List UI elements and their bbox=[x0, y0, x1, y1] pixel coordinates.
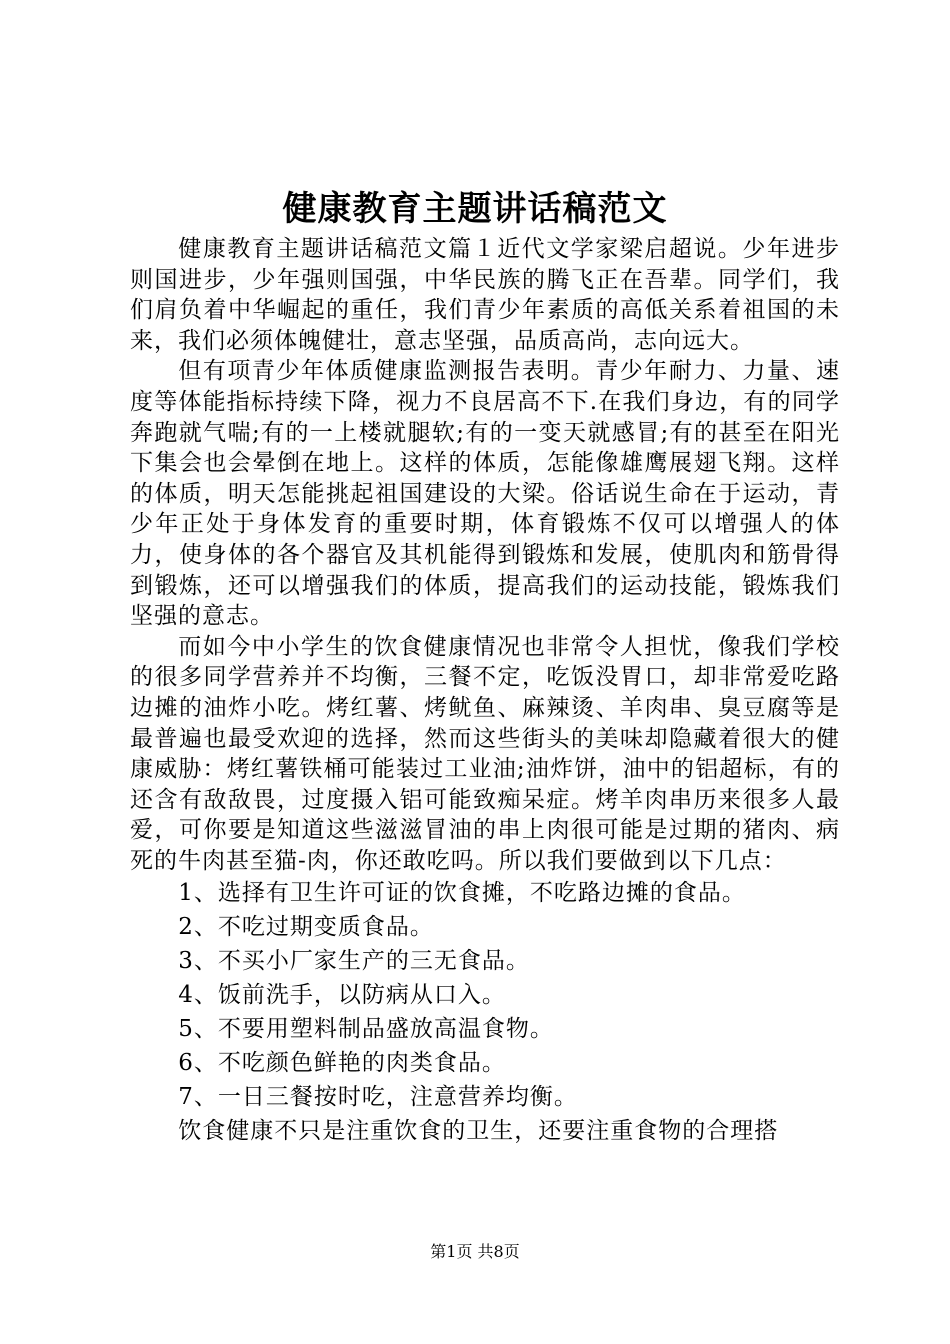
paragraph-3: 而如今中小学生的饮食健康情况也非常令人担忧，像我们学校的很多同学营养并不均衡，三餐不定，吃饭没胃口，却非常爱吃路边摊的油炸小吃。烤红薯、烤鱿鱼、麻辣烫、羊肉串、臭豆腐等是最普遍也最受欢迎的选择，然而这些街头的美味却隐藏着很大的健康威胁：烤红薯铁桶可能装过工业油;油炸饼，油中的铝超标，有的还含有敌敌畏，过度摄入铝可能致痴呆症。烤羊肉串历来很多人最爱，可你要是知道这些滋滋冒油的串上肉很可能是过期的猪肉、病死的牛肉甚至猫-肉，你还敢吃吗。所以我们要做到以下几点： bbox=[130, 633, 840, 874]
list-item-6: 6、不吃颜色鲜艳的肉类食品。 bbox=[178, 1050, 506, 1077]
closing-paragraph: 饮食健康不只是注重饮食的卫生，还要注重食物的合理搭 bbox=[178, 1118, 779, 1145]
list-item-3: 3、不买小厂家生产的三无食品。 bbox=[178, 948, 530, 975]
document-title: 健康教育主题讲话稿范文 bbox=[282, 189, 668, 229]
list-item-1: 1、选择有卫生许可证的饮食摊，不吃路边摊的食品。 bbox=[178, 880, 746, 907]
list-item-5: 5、不要用塑料制品盛放高温食物。 bbox=[178, 1016, 554, 1043]
list-item-4: 4、饭前洗手，以防病从口入。 bbox=[178, 982, 506, 1009]
list-item-2: 2、不吃过期变质食品。 bbox=[178, 914, 434, 941]
paragraph-2: 但有项青少年体质健康监测报告表明。青少年耐力、力量、速度等体能指标持续下降，视力不良居高不下.在我们身边，有的同学奔跑就气喘;有的一上楼就腿软;有的一变天就感冒;有的甚至在阳光下集会也会晕倒在地上。这样的体质，怎能像雄鹰展翅飞翔。这样的体质，明天怎能挑起祖国建设的大梁。俗话说生命在于运动，青少年正处于身体发育的重要时期，体育锻炼不仅可以增强人的体力，使身体的各个器官及其机能得到锻炼和发展，使肌肉和筋骨得到锻炼，还可以增强我们的体质，提高我们的运动技能，锻炼我们坚强的意志。 bbox=[130, 358, 840, 630]
document-body bbox=[130, 234, 840, 1148]
list-item-7: 7、一日三餐按时吃，注意营养均衡。 bbox=[178, 1084, 578, 1111]
page-footer: 第1页 共8页 bbox=[430, 1242, 520, 1261]
paragraph-1: 健康教育主题讲话稿范文篇１近代文学家梁启超说。少年进步则国进步，少年强则国强，中华民族的腾飞正在吾辈。同学们，我们肩负着中华崛起的重任，我们青少年素质的高低关系着祖国的未来，我们必须体魄健壮，意志坚强，品质高尚，志向远大。 bbox=[130, 236, 840, 354]
